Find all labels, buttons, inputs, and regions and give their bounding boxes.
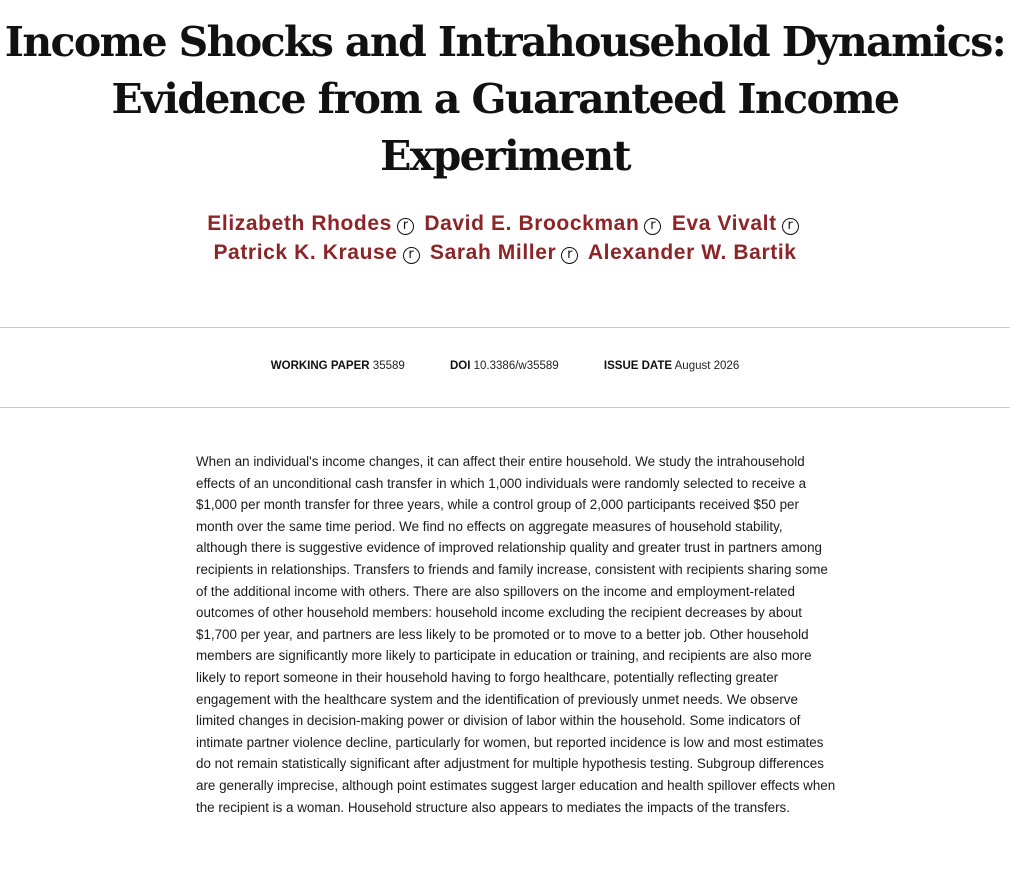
divider-top [0, 327, 1010, 328]
author-link-vivalt[interactable]: Eva Vivalt [671, 212, 777, 235]
author-item [213, 241, 423, 264]
issue-date [604, 358, 739, 374]
author-link-miller[interactable]: Sarah Miller [430, 241, 557, 264]
author-link-broockman[interactable]: David E. Broockman [424, 212, 640, 235]
author-link-rhodes[interactable]: Elizabeth Rhodes [207, 212, 392, 235]
author-link-bartik[interactable]: Alexander W. Bartik [587, 241, 797, 264]
doi-value: 10.3386/w35589 [473, 360, 559, 372]
abstract-text: When an individual's income changes, it can affect their entire household. We study the intrahousehold effects of an unconditional cash transfer in which 1,000 individuals were randomly selected to receive a $1,000 per month transfer for three years, while a control group of 2,000 participants received $50 per month over the same time period. We find no effects on aggregate measures of household stability, although there is suggestive evidence of improved relationship quality and greater trust in partners among recipients in relationships. Transfers to friends and family increase, consistent with recipients sharing some of the additional income with others. There are also spillovers on the income and employment-related outcomes of other household members: household income excluding the recipient decreases by about $1,700 per year, and partners are less likely to be promoted or to move to a better job. Other household members are significantly more likely to participate in education or training, and recipients are also more likely to report someone in their household having to forgo healthcare, potentially reflecting greater engagement with the healthcare system and the identification of previously unmet needs. We observe limited changes in decision-making power or division of labor within the household. Some indicators of intimate partner violence decline, particularly for women, but reported incidence is low and most estimates do not remain statistically significant after adjustment for multiple hypothesis testing. Subgroup differences are generally imprecise, although point estimates suggest larger education and health spillover effects when the recipient is a woman. Household structure also appears to mediates the impacts of the transfers. [196, 454, 836, 815]
author-list [190, 209, 820, 267]
issue-date-label: ISSUE DATE [603, 360, 673, 372]
author-separator-icon: r [403, 247, 420, 264]
author-separator-icon: r [397, 218, 414, 235]
paper-meta-bar [0, 358, 1010, 374]
doi [450, 358, 559, 374]
working-paper-number [271, 358, 405, 374]
author-separator-icon: r [782, 218, 799, 235]
author-item [424, 212, 665, 235]
author-item [672, 212, 803, 235]
author-separator-icon: r [561, 247, 578, 264]
author-item [588, 241, 797, 264]
author-separator-icon: r [644, 218, 661, 235]
doi-label: DOI [449, 360, 471, 372]
working-paper-label: WORKING PAPER [270, 360, 370, 372]
issue-date-value: August 2026 [674, 360, 740, 372]
paper-title: Income Shocks and Intrahousehold Dynamics: Evidence from a Guaranteed Income Experiment [4, 18, 1006, 180]
divider-bottom [0, 407, 1010, 408]
author-item [207, 212, 418, 235]
author-link-krause[interactable]: Patrick K. Krause [213, 241, 398, 264]
working-paper-value: 35589 [372, 360, 405, 372]
author-item [430, 241, 582, 264]
